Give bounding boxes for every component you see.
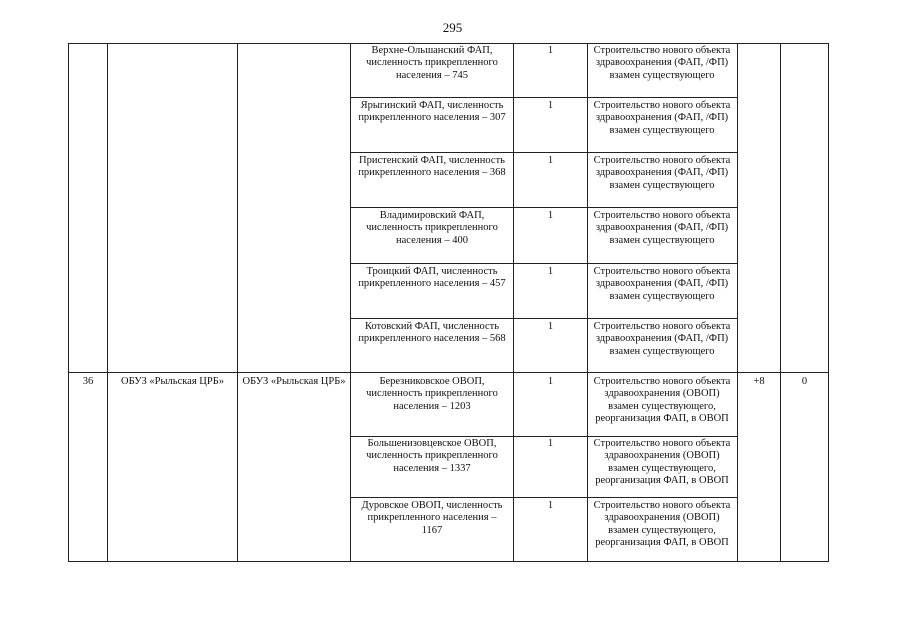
count-cell: 1 [547,438,554,449]
row-sep [350,436,738,437]
count-cell: 1 [547,100,554,111]
action-cell: Строительство нового объекта здравоохранения (ФАП, /ФП) взамен существующего [593,321,731,357]
col-line-right [828,43,829,562]
organization-cell: ОБУЗ «Рыльская ЦРБ» [120,376,225,387]
row-sep [350,263,738,264]
organization-cell: ОБУЗ «Рыльская ЦРБ» [242,376,346,387]
col-line-5 [780,43,781,562]
count-cell: 1 [547,321,554,332]
zero-cell: 0 [801,376,808,387]
col-line-count-right [587,43,588,562]
facility-cell: Дуровское ОВОП, численность прикрепленного населения – 1167 [361,500,503,536]
col-line-3 [350,43,351,562]
facility-cell: Большенизовцевское ОВОП, численность прикрепленного населения – 1337 [366,438,498,474]
table-border-bottom [68,561,829,562]
action-cell: Строительство нового объекта здравоохранения (ОВОП) взамен существующего, реорганизация ФАП, в ОВОП [593,500,731,549]
count-cell: 1 [547,266,554,277]
count-cell: 1 [547,500,554,511]
count-cell: 1 [547,210,554,221]
row-number: 36 [82,376,94,387]
row-sep [350,318,738,319]
count-cell: 1 [547,45,554,56]
row-sep [350,207,738,208]
action-cell: Строительство нового объекта здравоохранения (ФАП, /ФП) взамен существующего [593,100,731,136]
col-line-count-left [513,43,514,562]
facility-cell: Березниковское ОВОП, численность прикрепленного населения – 1203 [366,376,498,412]
row-sep [350,97,738,98]
table-border-top [68,43,829,44]
row-sep [350,152,738,153]
action-cell: Строительство нового объекта здравоохранения (ОВОП) взамен существующего, реорганизация ФАП, в ОВОП [593,438,731,487]
facility-cell: Владимировский ФАП, численность прикрепленного населения – 400 [366,210,498,246]
action-cell: Строительство нового объекта здравоохранения (ФАП, /ФП) взамен существующего [593,266,731,302]
facility-cell: Троицкий ФАП, численность прикрепленного населения – 457 [358,266,506,290]
count-cell: 1 [547,155,554,166]
col-line-left [68,43,69,562]
delta-cell: +8 [753,376,765,387]
facility-cell: Верхне-Ольшанский ФАП, численность прикрепленного населения – 745 [366,45,498,81]
facility-cell: Пристенский ФАП, численность прикрепленного населения – 368 [358,155,506,179]
action-cell: Строительство нового объекта здравоохранения (ФАП, /ФП) взамен существующего [593,45,731,81]
col-line-1 [107,43,108,562]
action-cell: Строительство нового объекта здравоохранения (ФАП, /ФП) взамен существующего [593,210,731,246]
col-line-4 [737,43,738,562]
facility-cell: Ярыгинский ФАП, численность прикрепленного населения – 307 [358,100,506,124]
action-cell: Строительство нового объекта здравоохранения (ФАП, /ФП) взамен существующего [593,155,731,191]
group-sep [68,372,829,373]
facility-cell: Котовский ФАП, численность прикрепленного населения – 568 [358,321,506,345]
action-cell: Строительство нового объекта здравоохранения (ОВОП) взамен существующего, реорганизация ФАП, в ОВОП [593,376,731,425]
row-sep [350,497,738,498]
page-number: 295 [442,20,463,35]
col-line-2 [237,43,238,562]
count-cell: 1 [547,376,554,387]
